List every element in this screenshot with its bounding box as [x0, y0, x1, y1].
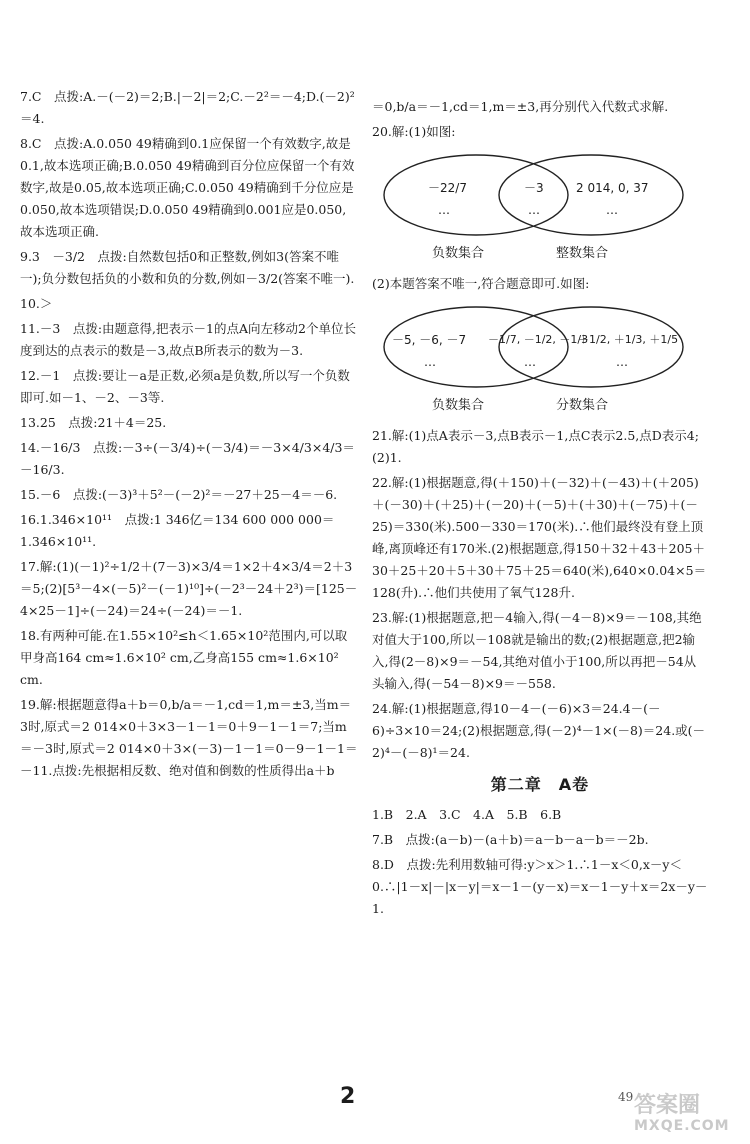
answer-16: 16.1.346×10¹¹ 点拨:1 346亿＝134 600 000 000＝1.346×10¹¹.: [20, 512, 335, 549]
venn2-mid-text: －1/7, －1/2, －1/3: [488, 333, 589, 346]
venn1-mid-text: －3: [524, 181, 544, 195]
answer-8: 8.C 点拨:A.0.050 49精确到0.1应保留一个有效数字,故是0.1,故本选项正确;B.0.050 49精确到百分位应保留一个有效数字,故是0.05,故本选项正确;C.0.050 49精确到千分位应是0.050,故本选项错误;D.0.050 49精确到0.001应是0.050,故本选项正确.: [20, 136, 355, 239]
venn2-label-right: 分数集合: [556, 398, 609, 413]
left-column: [20, 86, 358, 785]
answer-23: 23.解:(1)根据题意,把－4输入,得(－4－8)×9＝－108,其绝对值大于100,所以－108就是输出的数;(2)根据题意,把2输入,得(2－8)×9＝－54,其绝对值小于100,所以再把－54从头输入,得(－54－8)×9＝－558.: [372, 610, 702, 691]
chapter-answer-7: 7.B 点拨:(a－b)－(a＋b)＝a－b－a－b＝－2b.: [372, 832, 649, 847]
venn1-right-text: 2 014, 0, 37: [576, 181, 649, 195]
venn2-left-text: －5, －6, －7: [392, 333, 467, 347]
answer-24: 24.解:(1)根据题意,得10－4－(－6)×3＝24.4－(－6)÷3×10＝24;(2)根据题意,得(－2)⁴－1×(－8)＝24.或(－2)⁴－(－8)¹＝24.: [372, 701, 706, 760]
answer-15: 15.－6 点拨:(－3)³＋5²－(－2)²＝－27＋25－4＝－6.: [20, 487, 338, 502]
watermark: [634, 1094, 730, 1134]
answer-13: 13.25 点拨:21＋4＝25.: [20, 415, 167, 430]
answer-12: 12.－1 点拨:要让－a是正数,必须a是负数,所以写一个负数即可.如－1、－2、－3等.: [20, 368, 350, 405]
answer-14: 14.－16/3 点拨:－3÷(－3/4)÷(－3/4)＝－3×4/3×4/3＝－16/3.: [20, 440, 355, 477]
chapter-title: 第二章 A卷: [490, 775, 590, 794]
venn1-label-right: 整数集合: [556, 246, 609, 261]
side-page-number: 49: [618, 1090, 634, 1104]
venn-diagram-1: [376, 147, 696, 267]
answer-18: 18.有两种可能.在1.55×10²≤h＜1.65×10²范围内,可以取甲身高164 cm≈1.6×10² cm,乙身高155 cm≈1.6×10² cm.: [20, 628, 348, 687]
answer-11: 11.－3 点拨:由题意得,把表示－1的点A向左移动2个单位长度到达的点表示的数是－3,故点B所表示的数为－3.: [20, 321, 356, 358]
venn2-left-dots: …: [424, 355, 436, 369]
answer-10: 10.＞: [20, 296, 53, 311]
venn2-right-dots: …: [616, 355, 628, 369]
venn1-left-dots: …: [438, 203, 450, 217]
venn1-mid-dots: …: [528, 203, 540, 217]
watermark-line1: 答案圈: [634, 1093, 701, 1118]
answer-17: 17.解:(1)(－1)²÷1/2＋(7－3)×3/4＝1×2＋4×3/4＝2＋3＝5;(2)[5³－4×(－5)²－(－1)¹⁰]÷(－2³－24＋2³)＝[125－4×25－1]÷(－24)＝24÷(－24)＝－1.: [20, 559, 358, 618]
chapter-answer-8: 8.D 点拨:先利用数轴可得:y＞x＞1.∴1－x＜0,x－y＜0.∴|1－x|－|x－y|＝x－1－(y－x)＝x－1－y＋x＝2x－y－1.: [372, 857, 708, 916]
answer-20: 20.解:(1)如图:: [372, 124, 456, 139]
venn-diagram-2: [376, 299, 696, 419]
answer-9: 9.3 －3/2 点拨:自然数包括0和正整数,例如3(答案不唯一);负分数包括负的小数和负的分数,例如－3/2(答案不唯一).: [20, 249, 355, 286]
chapter-answers-1-6: 1.B 2.A 3.C 4.A 5.B 6.B: [372, 807, 562, 822]
venn-caption: (2)本题答案不唯一,符合题意即可.如图:: [372, 276, 590, 291]
venn1-label-left: 负数集合: [432, 246, 485, 261]
venn1-left-text: －22/7: [428, 181, 467, 195]
answer-21: 21.解:(1)点A表示－3,点B表示－1,点C表示2.5,点D表示4; (2)1.: [372, 428, 712, 465]
right-column: [372, 96, 712, 923]
page-number: 2: [340, 1084, 356, 1109]
venn1-right-dots: …: [606, 203, 618, 217]
venn2-label-left: 负数集合: [432, 398, 485, 413]
answer-19: 19.解:根据题意得a＋b＝0,b/a＝－1,cd＝1,m＝±3,当m＝3时,原式＝2 014×0＋3×3－1－1＝0＋9－1－1＝7;当m＝－3时,原式＝2 014×0＋3×(－3)－1－1＝0－9－1－1＝－11.点拨:先根据相反数、绝对值和倒数的性质得出a＋b: [20, 697, 358, 778]
venn2-right-text: ＋1/2, ＋1/3, ＋1/5: [578, 333, 679, 346]
venn2-mid-dots: …: [524, 355, 536, 369]
answer-22: 22.解:(1)根据题意,得(＋150)＋(－32)＋(－43)＋(＋205)＋(－30)＋(＋25)＋(－20)＋(－5)＋(＋30)＋(－75)＋(－25)＝330(米).500－330＝170(米).∴他们最终没有登上顶峰,离顶峰还有170米.(2)根据题意,得150＋32＋43＋205＋30＋25＋20＋5＋30＋75＋25＝640(米),640×0.04×5＝128(升).∴他们共使用了氧气128升.: [372, 475, 707, 600]
answer-19-cont: ＝0,b/a＝－1,cd＝1,m＝±3,再分别代入代数式求解.: [372, 99, 669, 114]
answer-7: 7.C 点拨:A.－(－2)＝2;B.|－2|＝2;C.－2²＝－4;D.(－2)²＝4.: [20, 89, 355, 126]
watermark-line2: MXQE.COM: [634, 1118, 730, 1134]
